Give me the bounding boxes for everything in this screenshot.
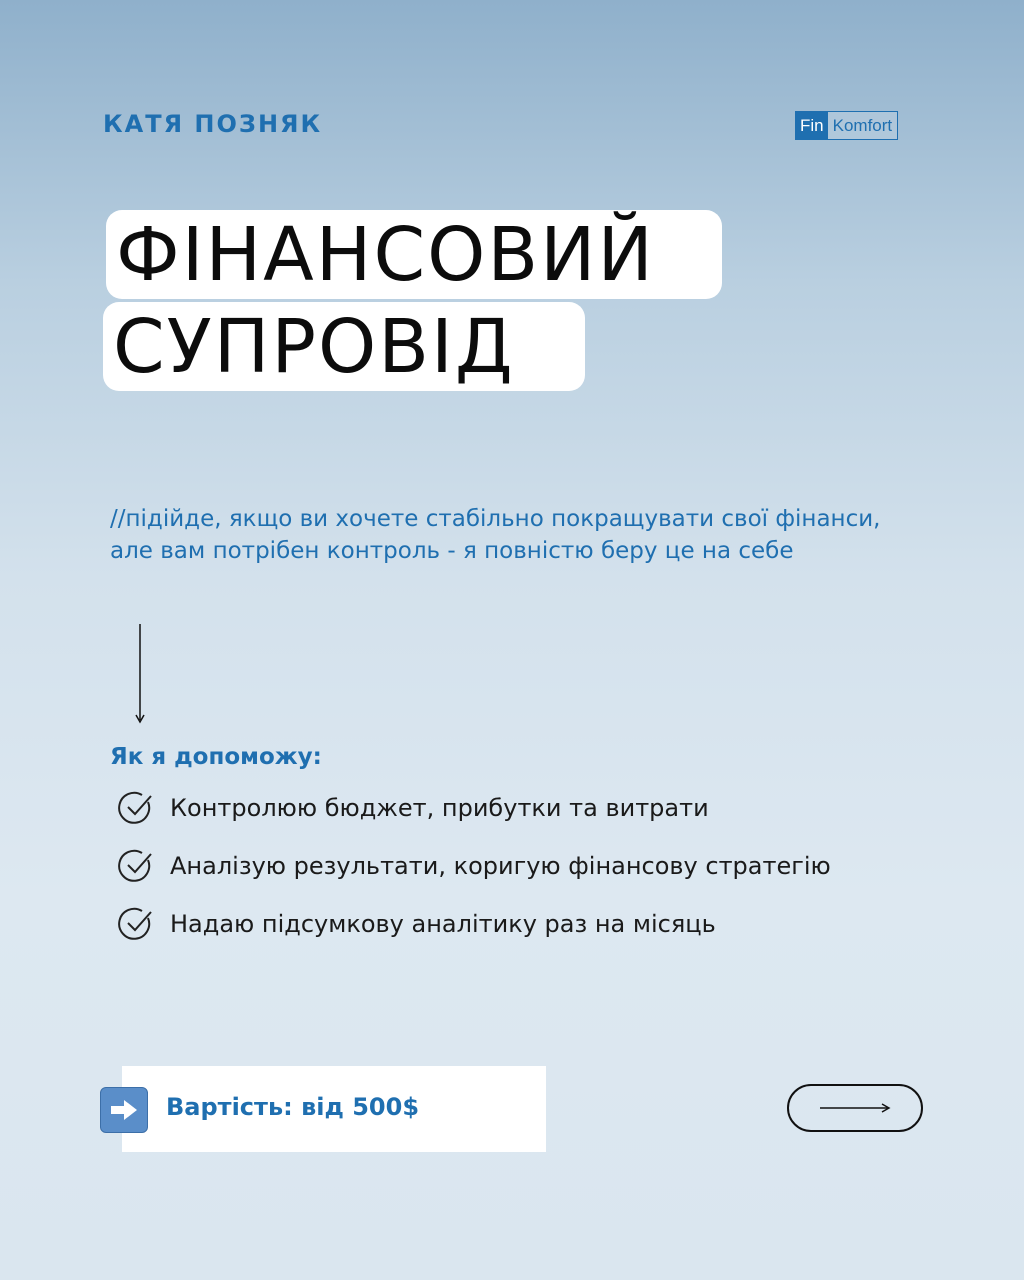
list-item bbox=[118, 906, 716, 942]
list-item-text: Надаю підсумкову аналітику раз на місяць bbox=[170, 910, 716, 938]
author-name: КАТЯ ПОЗНЯК bbox=[103, 110, 323, 138]
check-circle-icon bbox=[118, 848, 154, 884]
page-title-line-1: ФІНАНСОВИЙ bbox=[106, 210, 722, 299]
check-circle-icon bbox=[118, 790, 154, 826]
list-item bbox=[118, 848, 831, 884]
lead-text: //підійде, якщо ви хочете стабільно покращувати свої фінанси, але вам потрібен контроль - я повністю беру це на себе bbox=[110, 506, 881, 564]
help-heading: Як я допоможу: bbox=[110, 744, 322, 770]
price-label: Вартість: від 500$ bbox=[166, 1093, 420, 1121]
logo-fin: Fin bbox=[796, 112, 828, 139]
next-button[interactable] bbox=[787, 1084, 923, 1132]
down-arrow-icon bbox=[130, 622, 150, 726]
long-arrow-right-icon bbox=[818, 1102, 892, 1114]
list-item-text: Контролюю бюджет, прибутки та витрати bbox=[170, 794, 709, 822]
page-title-line-2: СУПРОВІД bbox=[103, 302, 585, 391]
list-item bbox=[118, 790, 709, 826]
list-item-text: Аналізую результати, коригую фінансову стратегію bbox=[170, 852, 831, 880]
logo-komfort: Komfort bbox=[832, 116, 893, 135]
right-arrow-icon bbox=[100, 1087, 148, 1133]
check-circle-icon bbox=[118, 906, 154, 942]
brand-logo bbox=[795, 111, 898, 140]
